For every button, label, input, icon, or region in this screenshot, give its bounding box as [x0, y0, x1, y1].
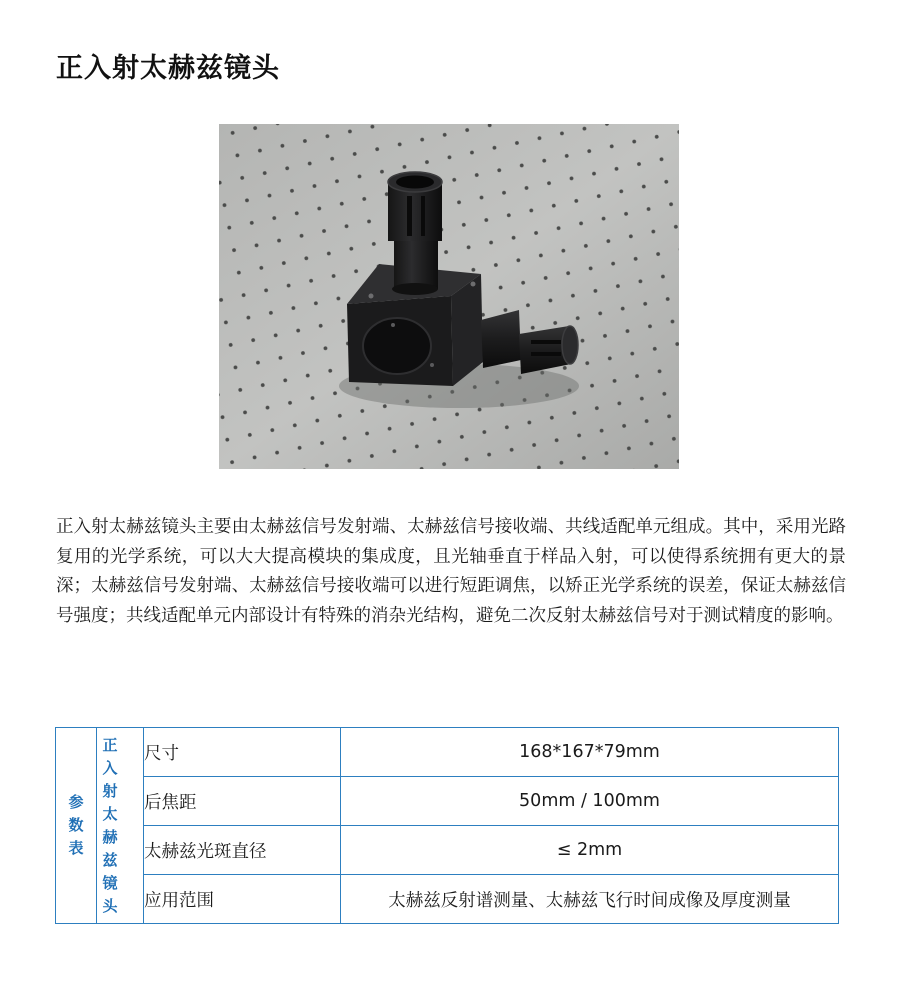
params-table: [55, 727, 839, 924]
table-row: [56, 728, 839, 777]
params-group-label: 参数表: [56, 728, 97, 924]
table-row: [56, 826, 839, 875]
table-row: [56, 777, 839, 826]
product-photo: [219, 124, 679, 469]
row-value: 太赫兹反射谱测量、太赫兹飞行时间成像及厚度测量: [341, 875, 839, 924]
row-value: 50mm / 100mm: [341, 777, 839, 826]
table-row: [56, 875, 839, 924]
row-label: 应用范围: [144, 875, 341, 924]
page-title: 正入射太赫兹镜头: [56, 53, 280, 84]
row-label: 尺寸: [144, 728, 341, 777]
row-value: ≤ 2mm: [341, 826, 839, 875]
row-label: 后焦距: [144, 777, 341, 826]
row-value: 168*167*79mm: [341, 728, 839, 777]
params-sub-label: 正入射太赫兹镜头: [97, 728, 144, 924]
description-paragraph: 正入射太赫兹镜头主要由太赫兹信号发射端、太赫兹信号接收端、共线适配单元组成。其中，采用光路复用的光学系统，可以大大提高模块的集成度，且光轴垂直于样品入射，可以使得系统拥有更大的景深；太赫兹信号发射端、太赫兹信号接收端可以进行短距调焦，以矫正光学系统的误差，保证太赫兹信号强度；共线适配单元内部设计有特殊的消杂光结构，避免二次反射太赫兹信号对于测试精度的影响。: [56, 517, 846, 626]
row-label: 太赫兹光斑直径: [144, 826, 341, 875]
